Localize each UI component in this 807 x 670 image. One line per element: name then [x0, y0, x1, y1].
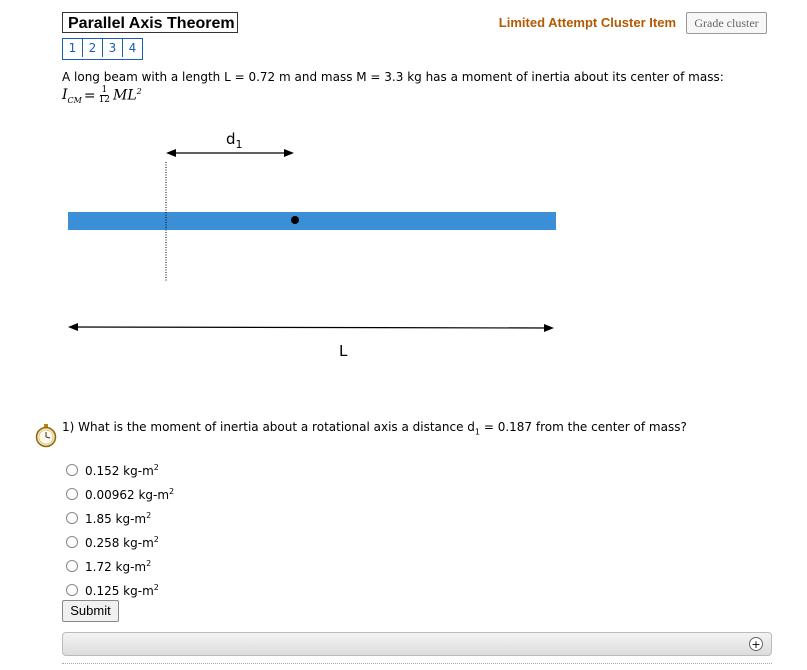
part-tab-3[interactable]: 3: [103, 39, 123, 57]
radio-button[interactable]: [66, 512, 78, 524]
d1-arrow-right-head: [284, 149, 294, 157]
length-arrow-right-head: [544, 324, 554, 332]
answer-choice[interactable]: [66, 482, 174, 506]
divider: [62, 663, 772, 664]
formula-fraction: $\frac{1}{12}$: [98, 85, 111, 105]
answer-choice[interactable]: [66, 578, 174, 602]
choice-label: 0.152 $kg-m^2$: [85, 462, 159, 478]
length-label: L: [339, 342, 348, 360]
choice-label: 0.00962 $kg-m^2$: [85, 486, 175, 502]
length-arrow: [72, 327, 550, 328]
answer-choice[interactable]: [66, 458, 174, 482]
part-tab-1[interactable]: 1: [63, 39, 83, 57]
choice-label: 0.125 $kg-m^2$: [85, 582, 159, 598]
answer-choice[interactable]: [66, 554, 174, 578]
page-title: Parallel Axis Theorem: [62, 12, 238, 33]
submit-button[interactable]: Submit: [62, 600, 119, 622]
part-tab-4[interactable]: 4: [128, 41, 137, 55]
beam: [68, 212, 556, 230]
d1-arrow-left-head: [166, 149, 176, 157]
length-arrow-left-head: [68, 323, 78, 331]
problem-statement: A long beam with a length L = 0.72 m and mass M = 3.3 kg has a moment of inertia about its center of mass:: [62, 70, 724, 84]
center-of-mass-dot: [291, 216, 299, 224]
stopwatch-icon: [35, 424, 57, 448]
collapsed-panel-bar[interactable]: [62, 632, 772, 656]
plus-circle-icon[interactable]: +: [749, 637, 763, 651]
answer-choices: [66, 458, 174, 602]
grade-cluster-button[interactable]: Grade cluster: [686, 12, 767, 34]
d1-label: $d_1$: [226, 130, 243, 151]
radio-button[interactable]: [66, 584, 78, 596]
radio-button[interactable]: [66, 488, 78, 500]
radio-button[interactable]: [66, 536, 78, 548]
part-tab-2[interactable]: 2: [83, 39, 103, 57]
formula-equals: =: [83, 87, 96, 104]
choice-label: 1.72 $kg-m^2$: [85, 558, 152, 574]
formula-lhs: $I_{CM}$: [62, 86, 82, 105]
choice-label: 1.85 $kg-m^2$: [85, 510, 152, 526]
radio-button[interactable]: [66, 464, 78, 476]
answer-choice[interactable]: [66, 506, 174, 530]
formula-rhs: $ML^2$: [113, 87, 142, 104]
question-text: 1) What is the moment of inertia about a rotational axis a distance $d_1 = 0.187$ from the center of mass?: [62, 420, 687, 437]
choice-label: 0.258 $kg-m^2$: [85, 534, 159, 550]
radio-button[interactable]: [66, 560, 78, 572]
limited-attempt-label: Limited Attempt Cluster Item: [498, 15, 676, 30]
answer-choice[interactable]: [66, 530, 174, 554]
